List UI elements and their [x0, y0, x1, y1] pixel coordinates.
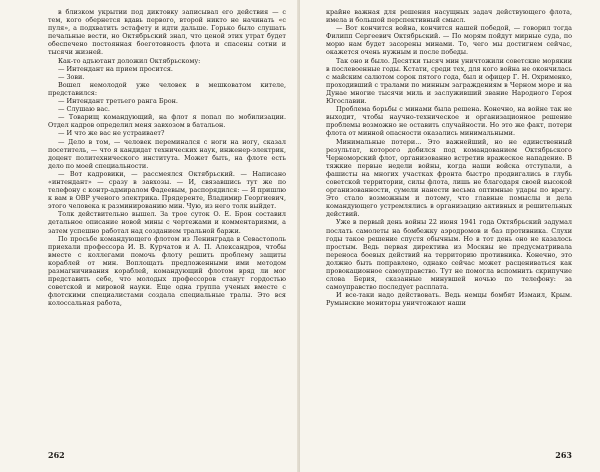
- page-number: 263: [555, 450, 572, 460]
- paragraph: Как-то адъютант доложил Октябрьскому:: [58, 56, 201, 65]
- paragraph: Уже в первый день войны 22 июня 1941 года Октябрьский задумал послать самолеты на бомбежку аэродромов и баз противника. Слухи годы такое решение спустя обычным. Но в тот день оно не казалось простым. Ведь первая директива из Москвы не предусматривала переноса боевых действий на территорию противника. Конечно, это должно быть поправлено, однако сейчас может расцениваться как провокационное самоуправство. Тут не помогла вспомнить скрипучие слова Берия, сказанные минувшей ночью по телефону: за самоуправство последует расплата.: [326, 218, 572, 292]
- paragraph: Минимальные потери... Это важнейший, но не единственный результат, которого добился под командованием Октябрьского Черноморский флот, организованно встретив вражеское нападение. В тяжкие первые недели войны, когда наши войска отступали, а фашисты на многих участках фронта быстро продвигались в глубь советской территории, силы флота, лишь не благодаря своей высокой организованности, сумели нанести весьма оптимные удары по врагу. Это стало возможным и потому, что главные помыслы и дела командующего устремлялись в организацию активных и решительных действий.: [326, 137, 572, 219]
- dialogue-line: — Интендант третьего ранга Брон.: [58, 97, 178, 106]
- dialogue-line: — Вот кончится война, кончится нашей победой, — говорил тогда Филипп Сергеевич Октябрьский. — По морям пойдут мирные суда, по морю нам будет засорены минами. То, чего мы достигнем сейчас, окажется очень нужным и после победы.: [326, 24, 572, 57]
- paragraph: По просьбе командующего флотом из Ленинграда в Севастополь приехали профессора И. В. Курчатов и А. П. Александров, чтобы вместе с коллегами помочь флоту решить проблему защиты кораблей от мин. Воплощать предложенными ими методом размагничивания кораблей, командующий флотом вряд ли мог представить себе, что молодых профессоров станут гордостью советской и мировой науки. Еще одна группа ученых вместе с флотскими специалистами создала специальные тралы. Это вся колоссальная работа,: [48, 234, 286, 308]
- paragraph: Проблема борьбы с минами была решена. Конечно, на войне так не выходит, чтобы научно-техническое и организационное решение проблемы возможно не оставить случайности. Но это же факт, потери флота от минной опасности оказались минимальными.: [326, 105, 572, 138]
- paragraph: Вошел немолодой уже человек в мешковатом кителе, представился:: [48, 80, 286, 97]
- dialogue-line: — Слушаю вас.: [58, 105, 110, 114]
- dialogue-line: — Интендант на прием просится.: [58, 64, 173, 73]
- paragraph: Так оно и было. Десятки тысяч мин уничтожили советские морякии в послевоенные годы. Кстати, среди тех, для кого война не окончилась с майским салютом сорок пятого года, был и офицер Г. Н. Охрименко, проходивший с тралами по минным заграждениям в Черном море и на Дунае многие тысячи миль и заслуживший звание Народного Героя Югославии.: [326, 56, 572, 106]
- left-page-text: [48, 8, 286, 307]
- paragraph: Толк действительно вышел. За трое суток О. Е. Брон составил детальное описание новой мины с чертежами и комментариями, а затем успешно работал над созданием тральной баржи.: [48, 210, 286, 235]
- paragraph: крайне важная для решения насущных задач действующего флота, имела и большой перспективный смысл.: [326, 8, 572, 25]
- dialogue-line: — Вот кадровики, — рассмеялся Октябрьский. — Написано «интендант» — сразу в завхозы. — И, связавшись тут же по телефону с контр-адмиралом Фадеевым, распорядился: — Я пришлю к вам в ОВР ученого электрика. Прядеренте, Владимир Георгиевич, этого человека к разминированию мин. Чую, из него толк выйдет.: [48, 169, 286, 211]
- dialogue-line: — Товарищ командующий, на флот я попал по мобилизации. Отдел кадров определил меня завхозом в батальон.: [48, 113, 286, 130]
- paragraph: в близком укрытии под диктовку записывал его действия — с тем, кого обернется вдавь первого, второй никто не начинать «с пуля», а подхватить эстафету и идти дальше. Горько было слушать печальные вести, но Октябрьский знал, что ценой этих утрат будет обеспечено постоянная боеготовность флота и спасены сотни и тысячи жизней.: [48, 8, 286, 57]
- dialogue-line: — Зови.: [58, 72, 85, 81]
- paragraph: И все-таки надо действовать. Ведь немцы бомбят Измаил, Крым. Румынские мониторы уничтожают наши: [326, 291, 572, 308]
- right-page: [300, 0, 600, 472]
- right-page-text: [326, 8, 572, 307]
- page-number: 262: [48, 450, 65, 460]
- dialogue-line: — Дело в том, — человек переминался с ноги на ногу, сказал посетитель, — что я кандидат технических наук, инженер-электрик, доцент политехнического института. Может быть, на флоте есть дело по моей специальности.: [48, 137, 286, 170]
- dialogue-line: — И что же вас не устраивает?: [58, 129, 165, 138]
